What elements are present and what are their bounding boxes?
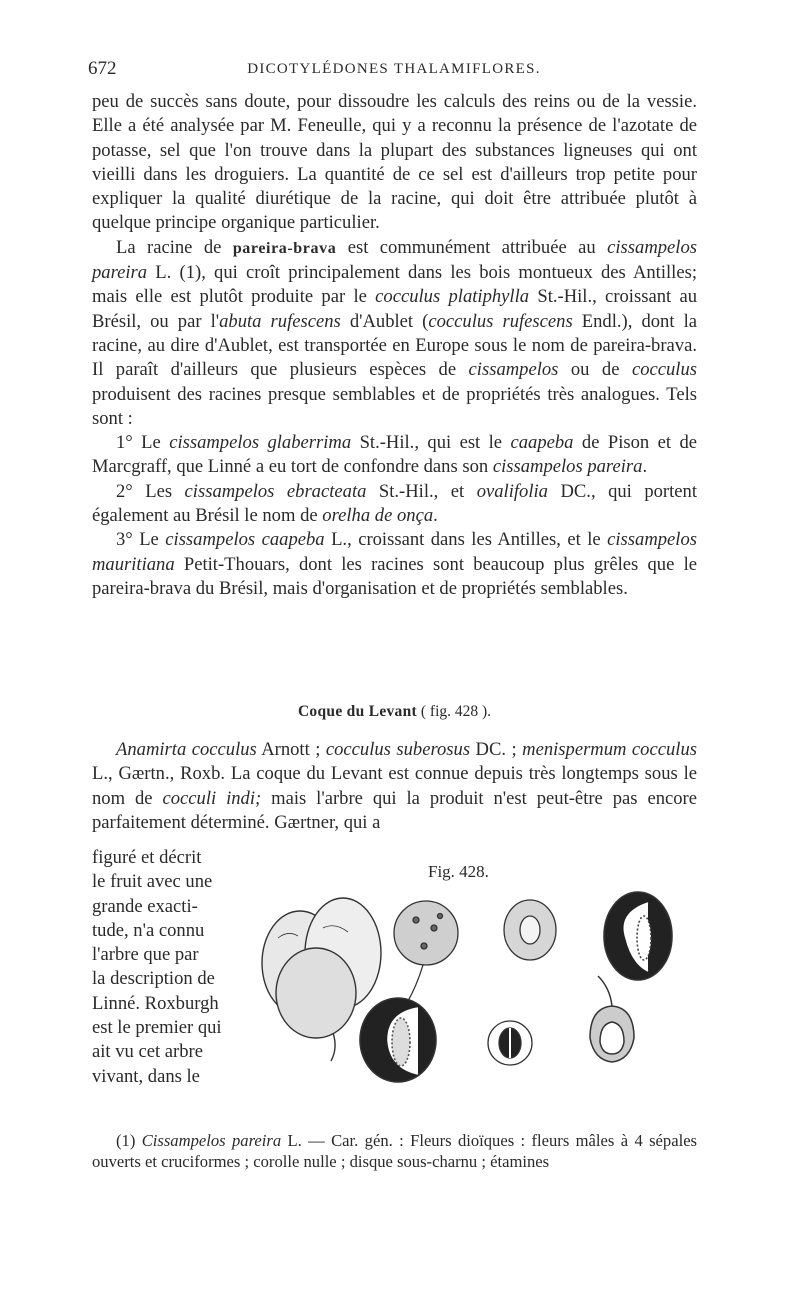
page-header [88,58,700,86]
text-line: ait vu cet arbre [92,1041,203,1063]
embryo-drawing [488,1021,532,1065]
list-item-2: 2° Les cissampelos ebracteata St.-Hil., et ovalifolia DC., qui portent également au Brésil le nom de orelha de onça. [92,480,697,527]
figure-reference: ( fig. 428 ). [420,703,492,720]
paragraph-1: peu de succès sans doute, pour dissoudre les calculs des reins ou de la vessie. Elle a été analysée par M. Feneulle, qui y a reconnu la présence de l'azotate de potasse, sel que l'on trouve dans la plupart des substances ligneuses qui ont vieilli dans les droguiers. La quantité de ce sel est d'ailleurs trop petite pour expliquer la qualité diurétique de la racine, qui doit être attribuée plutôt à quelque principe organique particulier. [92,91,697,234]
kernel-section-drawing [360,998,436,1082]
seed-section-drawing [604,892,672,980]
text-line: le fruit avec une [92,871,213,893]
footnote-text: (1) Cissampelos pareira L. — Car. gén. : Fleurs dioïques : fleurs mâles à 4 sépales ouverts et cruciformes ; corolle nulle ; disque sous-charnu ; étamines [92,1131,698,1171]
page-number: 672 [88,58,117,79]
footnote [92,1130,697,1172]
text-line: la description de [92,968,215,990]
text-line: vivant, dans le [92,1065,200,1087]
section-heading [92,703,697,721]
running-title: DICOTYLÉDONES THALAMIFLORES. [247,61,541,77]
cotyledon-drawing [590,976,634,1062]
wrapped-text-column [92,846,242,1089]
figure-caption: Fig. 428. [428,862,489,881]
figure-illustration [238,858,708,1098]
dried-fruit-drawing [394,901,458,1003]
paragraph-2: La racine de pareira-brava est communément attribuée au cissampelos pareira L. (1), qui croît principalement dans les bois montueux des Antilles; mais elle est plutôt produite par le cocculus platiphylla St.-Hil., croissant au Brésil, ou par l'abuta rufescens d'Aublet (cocculus rufescens Endl.), dont la racine, au dire d'Aublet, est transportée en Europe sous le nom de pareira-brava. Il paraît d'ailleurs que plusieurs espèces de cissampelos ou de cocculus produisent des racines presque semblables et de propriétés très analogues. Tels sont : [92,236,697,429]
text-line: grande exacti- [92,895,198,917]
seed-drawing [504,900,556,960]
section-title: Coque du Levant [297,703,417,720]
paragraph-3: Anamirta cocculus Arnott ; cocculus suberosus DC. ; menispermum cocculus L., Gærtn., Roxb. La coque du Levant est connue depuis très longtemps sous le nom de cocculi indi; mais l'arbre qui la produit n'est peut-être pas encore parfaitement déterminé. Gærtner, qui a [92,739,697,833]
text-line: est le premier qui [92,1017,222,1039]
section-body [92,738,697,835]
list-item-1: 1° Le cissampelos glaberrima St.-Hil., qui est le caapeba de Pison et de Marcgraff, que Linné a eu tort de confondre dans son cissampelos pareira. [92,432,698,478]
list-item-3: 3° Le cissampelos caapeba L., croissant dans les Antilles, et le cissampelos mauritiana Petit-Thouars, dont les racines sont beaucoup plus grêles que le pareira-brava du Brésil, mais d'organisation et de propriétés semblables. [92,529,698,599]
text-line: l'arbre que par [92,944,199,966]
figure-428 [238,858,708,1098]
main-text-block [92,90,697,601]
text-line: Linné. Roxburgh [92,992,219,1014]
text-line: figuré et décrit [92,847,202,868]
text-line: tude, n'a connu [92,919,205,941]
